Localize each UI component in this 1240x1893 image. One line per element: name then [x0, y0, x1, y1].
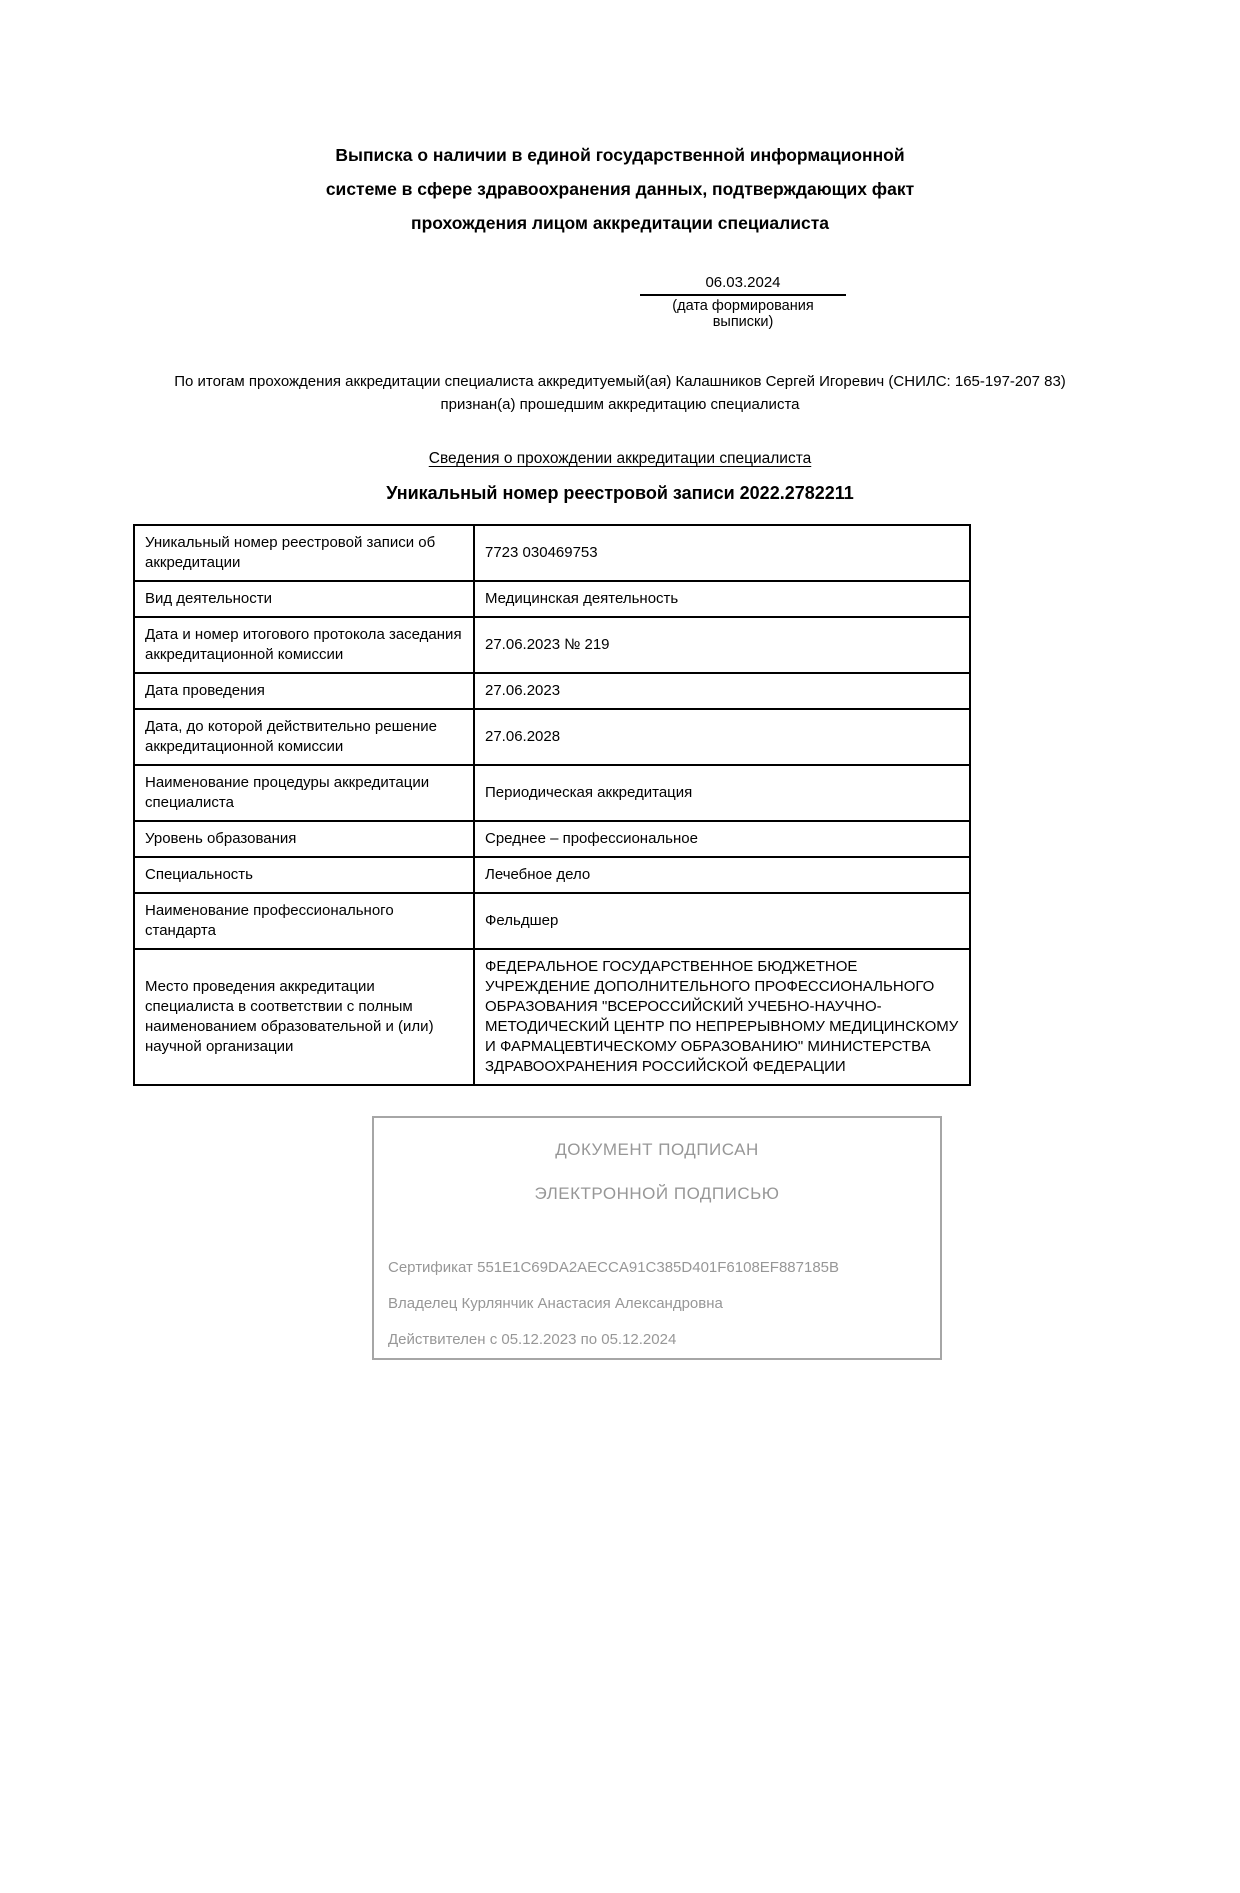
row-value: Медицинская деятельность — [474, 581, 970, 617]
intro-paragraph — [0, 370, 1240, 416]
row-value: Лечебное дело — [474, 857, 970, 893]
page-title-line-2: системе в сфере здравоохранения данных, подтверждающих факт — [325, 179, 915, 199]
row-label: Уникальный номер реестровой записи об аккредитации — [134, 525, 474, 581]
section-heading: Сведения о прохождении аккредитации специалиста — [428, 450, 812, 467]
table-row — [134, 765, 970, 821]
page-title-line-1: Выписка о наличии в единой государственной информационной — [335, 145, 905, 165]
table-row — [134, 821, 970, 857]
intro-line-1: По итогам прохождения аккредитации специалиста аккредитуемый(ая) Калашников Сергей Игоревич (СНИЛС: 165-197-207 83) — [174, 373, 1066, 390]
row-label: Уровень образования — [134, 821, 474, 857]
signature-certificate: Сертификат 551E1C69DA2AECCA91C385D401F6108EF887185B — [388, 1259, 840, 1276]
row-value: 27.06.2023 — [474, 673, 970, 709]
page-title-line-3: прохождения лицом аккредитации специалиста — [411, 213, 829, 233]
row-value: 27.06.2028 — [474, 709, 970, 765]
row-label: Вид деятельности — [134, 581, 474, 617]
accreditation-table — [133, 524, 971, 1086]
row-label: Наименование процедуры аккредитации специалиста — [134, 765, 474, 821]
extract-date-caption: (дата формирования выписки) — [672, 298, 814, 330]
row-value: 7723 030469753 — [474, 525, 970, 581]
row-value: Фельдшер — [474, 893, 970, 949]
table-row — [134, 857, 970, 893]
table-row — [134, 581, 970, 617]
row-label: Дата проведения — [134, 673, 474, 709]
signature-title-line-2: ЭЛЕКТРОННОЙ ПОДПИСЬЮ — [534, 1184, 780, 1203]
row-label: Специальность — [134, 857, 474, 893]
table-row — [134, 709, 970, 765]
row-value: Среднее – профессиональное — [474, 821, 970, 857]
table-row — [134, 673, 970, 709]
row-label: Дата, до которой действительно решение аккредитационной комиссии — [134, 709, 474, 765]
table-row — [134, 893, 970, 949]
signature-validity: Действителен с 05.12.2023 по 05.12.2024 — [388, 1331, 677, 1348]
table-row — [134, 617, 970, 673]
row-label: Дата и номер итогового протокола заседания аккредитационной комиссии — [134, 617, 474, 673]
row-value: 27.06.2023 № 219 — [474, 617, 970, 673]
signature-title — [388, 1128, 926, 1216]
electronic-signature-stamp — [372, 1116, 942, 1360]
row-value: ФЕДЕРАЛЬНОЕ ГОСУДАРСТВЕННОЕ БЮДЖЕТНОЕ УЧРЕЖДЕНИЕ ДОПОЛНИТЕЛЬНОГО ПРОФЕССИОНАЛЬНОГО ОБРАЗОВАНИЯ "ВСЕРОССИЙСКИЙ УЧЕБНО-НАУЧНО-МЕТОДИЧЕСКИЙ ЦЕНТР ПО НЕПРЕРЫВНОМУ МЕДИЦИНСКОМУ И ФАРМАЦЕВТИЧЕСКОМУ ОБРАЗОВАНИЮ" МИНИСТЕРСТВА ЗДРАВООХРАНЕНИЯ РОССИЙСКОЙ ФЕДЕРАЦИИ — [474, 949, 970, 1085]
intro-line-2: признан(а) прошедшим аккредитацию специалиста — [440, 396, 800, 413]
registry-number-heading: Уникальный номер реестровой записи 2022.2782211 — [386, 483, 854, 503]
row-label: Наименование профессионального стандарта — [134, 893, 474, 949]
signature-details — [388, 1258, 926, 1349]
row-value: Периодическая аккредитация — [474, 765, 970, 821]
page-title — [270, 138, 970, 240]
extract-date: 06.03.2024 — [640, 274, 846, 296]
signature-title-line-1: ДОКУМЕНТ ПОДПИСАН — [555, 1140, 759, 1159]
table-row — [134, 525, 970, 581]
extract-date-block — [640, 274, 846, 330]
table-row — [134, 949, 970, 1085]
row-label: Место проведения аккредитации специалиста в соответствии с полным наименованием образовательной и (или) научной организации — [134, 949, 474, 1085]
signature-owner: Владелец Курлянчик Анастасия Александровна — [388, 1295, 723, 1312]
